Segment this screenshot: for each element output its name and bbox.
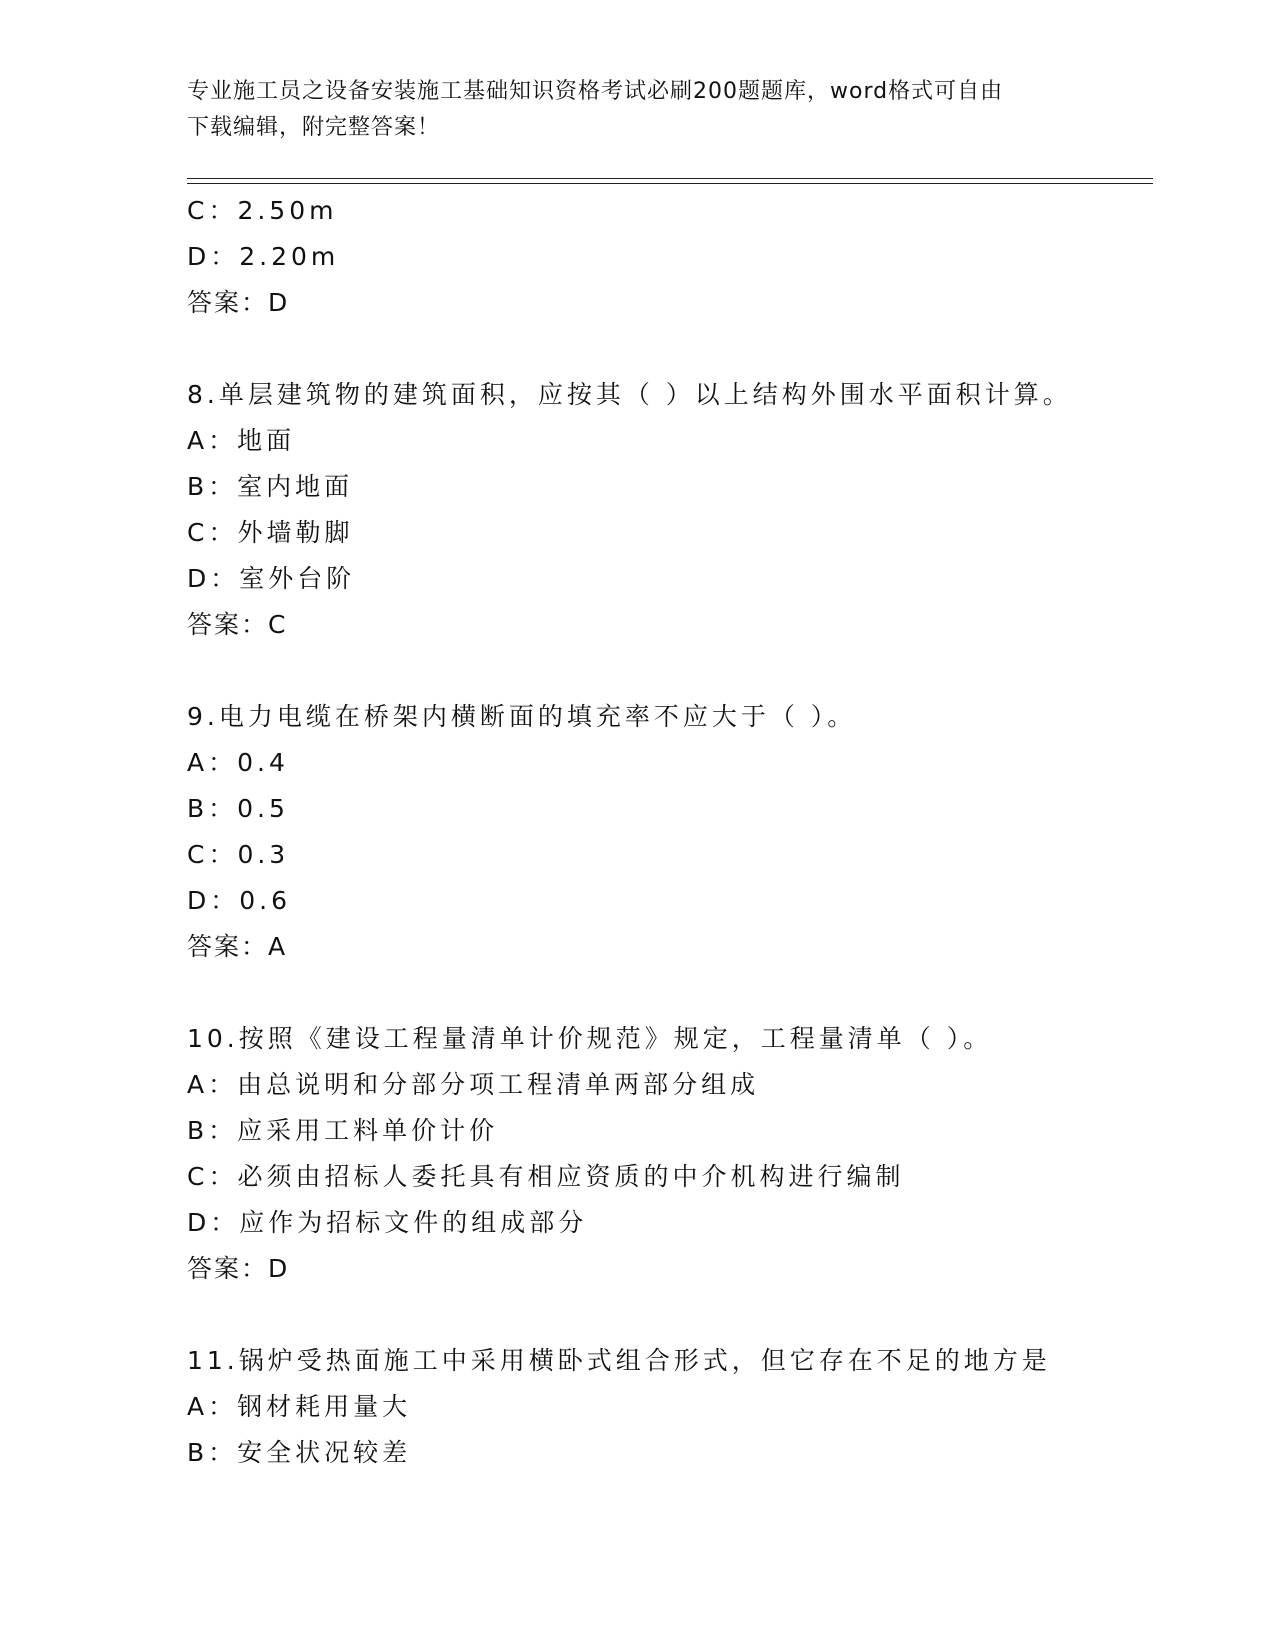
option-d: D：0.6: [187, 886, 292, 915]
question-10: [187, 1016, 1153, 1292]
answer: 答案：A: [187, 932, 288, 961]
answer: 答案：D: [187, 288, 290, 317]
option-a: A：钢材耗用量大: [187, 1392, 412, 1421]
option-b: B：应采用工料单价计价: [187, 1116, 499, 1145]
spacer: [187, 970, 1153, 1016]
question-title: 11.锅炉受热面施工中采用横卧式组合形式，但它存在不足的地方是: [187, 1346, 1051, 1375]
header-divider-bottom: [187, 183, 1153, 184]
answer: 答案：C: [187, 610, 288, 639]
option-c: C：0.3: [187, 840, 290, 869]
answer: 答案：D: [187, 1254, 290, 1283]
option-b: B：安全状况较差: [187, 1438, 412, 1467]
question-11: [187, 1338, 1153, 1476]
question-8: [187, 372, 1153, 648]
question-title: 8.单层建筑物的建筑面积，应按其（ ）以上结构外围水平面积计算。: [187, 380, 1072, 409]
option-d: D：应作为招标文件的组成部分: [187, 1208, 588, 1237]
option-d: D：2.20m: [187, 242, 340, 271]
option-a: A：地面: [187, 426, 296, 455]
option-b: B：室内地面: [187, 472, 354, 501]
question-9: [187, 694, 1153, 970]
spacer: [187, 648, 1153, 694]
header-divider-top: [187, 178, 1153, 179]
question-content: [187, 188, 1153, 1476]
question-fragment: [187, 188, 1153, 326]
option-a: A：0.4: [187, 748, 289, 777]
option-c: C：外墙勒脚: [187, 518, 354, 547]
question-title: 9.电力电缆在桥架内横断面的填充率不应大于（ ）。: [187, 702, 857, 731]
spacer: [187, 1292, 1153, 1338]
option-c: C：必须由招标人委托具有相应资质的中介机构进行编制: [187, 1162, 905, 1191]
document-header: [187, 74, 1087, 146]
option-c: C：2.50m: [187, 196, 338, 225]
header-line-1: 专业施工员之设备安装施工基础知识资格考试必刷200题题库，word格式可自由: [187, 79, 1004, 104]
question-title: 10.按照《建设工程量清单计价规范》规定，工程量清单（ ）。: [187, 1024, 993, 1053]
header-line-2: 下载编辑，附完整答案！: [187, 115, 441, 140]
spacer: [187, 326, 1153, 372]
option-b: B：0.5: [187, 794, 289, 823]
option-a: A：由总说明和分部分项工程清单两部分组成: [187, 1070, 760, 1099]
option-d: D：室外台阶: [187, 564, 356, 593]
